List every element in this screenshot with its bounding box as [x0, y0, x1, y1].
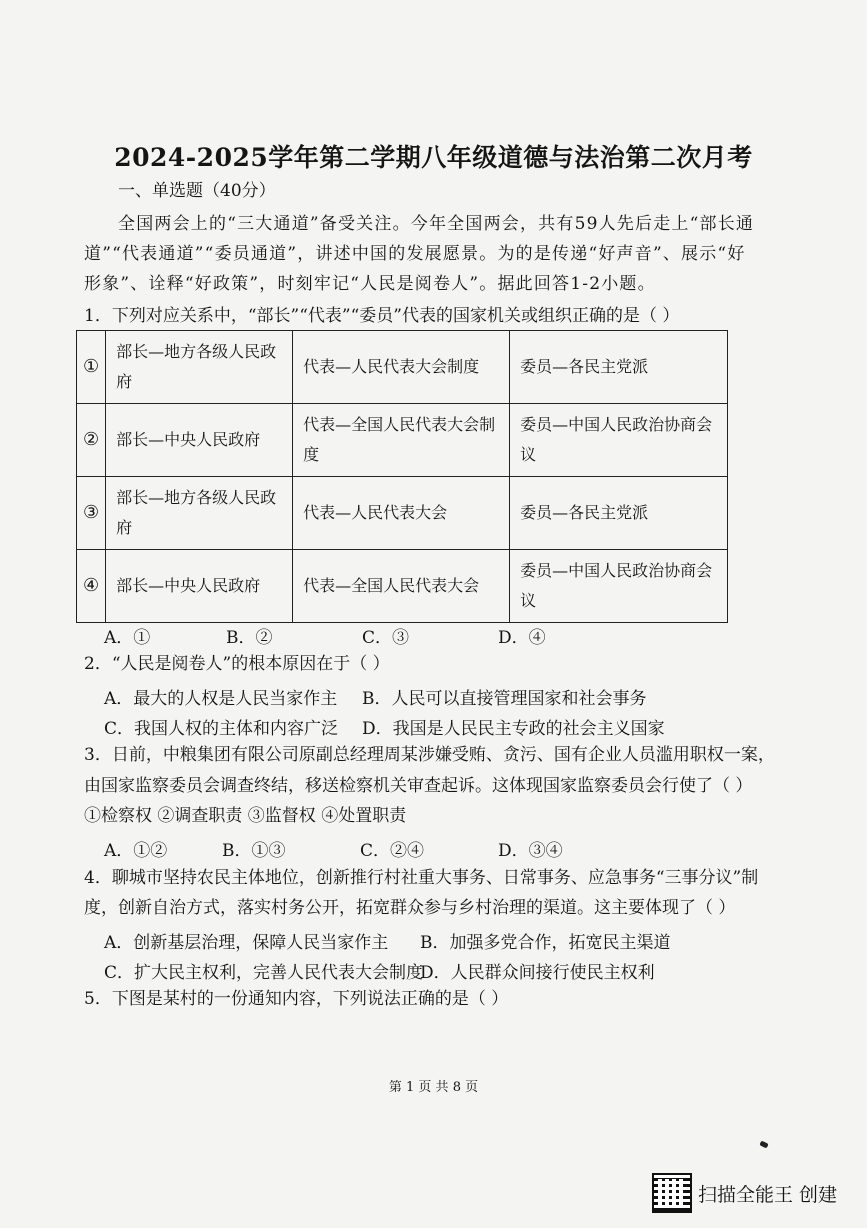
q1-stem: 1．下列对应关系中，“部长”“代表”“委员”代表的国家机关或组织正确的是（ ）	[84, 306, 680, 326]
q3-stem-2: 由国家监察委员会调查终结，移送检察机关审查起诉。这体现国家监察委员会行使了（ ）	[84, 776, 753, 796]
q3-choice-a: A．①②	[104, 841, 168, 861]
table-row	[77, 404, 728, 477]
q2-choice-a: A．最大的人权是人民当家作主	[104, 689, 338, 709]
q2-choice-b: B．人民可以直接管理国家和社会事务	[362, 689, 647, 709]
q4-choice-a: A．创新基层治理，保障人民当家作主	[104, 933, 389, 953]
q4-choice-b: B．加强多党合作，拓宽民主渠道	[420, 933, 671, 953]
intro-line-1: 全国两会上的“三大通道”备受关注。今年全国两会，共有59人先后走上“部长通	[118, 214, 755, 234]
section-heading: 一、单选题（40分）	[118, 181, 276, 201]
row-number: ①	[77, 331, 106, 404]
cell-deputy: 代表—全国人民代表大会	[293, 550, 510, 623]
q2-choice-d: D．我国是人民民主专政的社会主义国家	[362, 719, 665, 739]
cell-member: 委员—中国人民政治协商会议	[510, 550, 728, 623]
cell-deputy: 代表—人民代表大会制度	[293, 331, 510, 404]
intro-line-2: 道”“代表通道”“委员通道”，讲述中国的发展愿景。为的是传递“好声音”、展示“好	[84, 244, 746, 264]
cell-deputy: 代表—全国人民代表大会制度	[293, 404, 510, 477]
cell-minister: 部长—地方各级人民政府	[106, 477, 293, 550]
q3-choice-d: D．③④	[498, 841, 563, 861]
q2-choice-c: C．我国人权的主体和内容广泛	[104, 719, 339, 739]
row-number: ③	[77, 477, 106, 550]
q1-choice-a: A．①	[104, 628, 151, 648]
cell-minister: 部长—中央人民政府	[106, 550, 293, 623]
cell-member: 委员—各民主党派	[510, 477, 728, 550]
q2-stem: 2．“人民是阅卷人”的根本原因在于（ ）	[84, 654, 390, 674]
page-footer: 第 1 页 共 8 页	[388, 1080, 479, 1095]
exam-title: 2024-2025学年第二学期八年级道德与法治第二次月考	[114, 143, 753, 172]
q4-choice-d: D．人民群众间接行使民主权利	[420, 963, 655, 983]
row-number: ④	[77, 550, 106, 623]
cell-minister: 部长—中央人民政府	[106, 404, 293, 477]
q3-choice-c: C．②④	[360, 841, 425, 861]
q4-choice-c: C．扩大民主权利，完善人民代表大会制度	[104, 963, 424, 983]
scan-speck	[759, 1141, 768, 1149]
q1-choice-d: D．④	[498, 628, 546, 648]
q3-choice-b: B．①③	[222, 841, 286, 861]
q1-choice-b: B．②	[226, 628, 273, 648]
row-number: ②	[77, 404, 106, 477]
q4-stem-2: 度，创新自治方式，落实村务公开，拓宽群众参与乡村治理的渠道。这主要体现了（ ）	[84, 898, 736, 918]
cell-member: 委员—中国人民政治协商会议	[510, 404, 728, 477]
table-row	[77, 477, 728, 550]
table-row	[77, 550, 728, 623]
q3-items: ①检察权 ②调查职责 ③监督权 ④处置职责	[84, 806, 407, 826]
cell-minister: 部长—地方各级人民政府	[106, 331, 293, 404]
cell-member: 委员—各民主党派	[510, 331, 728, 404]
table-row	[77, 331, 728, 404]
q3-stem-1: 3．日前，中粮集团有限公司原副总经理周某涉嫌受贿、贪污、国有企业人员滥用职权一案，	[84, 745, 775, 765]
q4-stem-1: 4．聊城市坚持农民主体地位，创新推行村社重大事务、日常事务、应急事务“三事分议”制	[84, 868, 759, 888]
intro-line-3: 形象”、诠释“好政策”，时刻牢记“人民是阅卷人”。据此回答1-2小题。	[84, 274, 656, 294]
q1-options-table	[76, 330, 728, 623]
scanner-watermark: 扫描全能王 创建	[698, 1184, 838, 1206]
qr-code-icon	[652, 1173, 692, 1213]
q5-stem: 5．下图是某村的一份通知内容，下列说法正确的是（ ）	[84, 989, 509, 1009]
q1-choice-c: C．③	[362, 628, 410, 648]
cell-deputy: 代表—人民代表大会	[293, 477, 510, 550]
